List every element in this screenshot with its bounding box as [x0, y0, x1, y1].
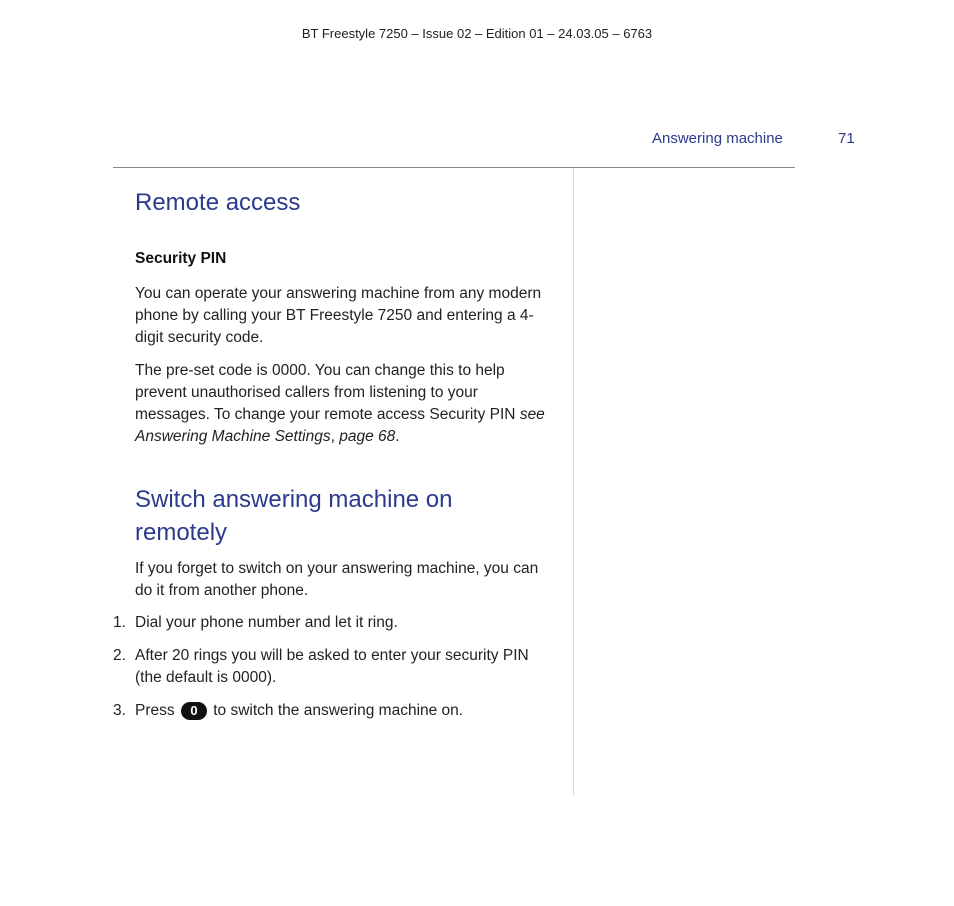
list-number: 1.	[113, 614, 126, 631]
switch-on-text: to switch the answering machine on.	[213, 702, 464, 719]
remote-access-title: Remote access	[135, 189, 301, 216]
security-pin-paragraph-2	[135, 360, 545, 448]
page-reference: page 68	[339, 428, 396, 445]
switch-on-title	[135, 483, 453, 549]
list-number: 2.	[113, 647, 126, 664]
switch-on-intro: If you forget to switch on your answering machine, you can do it from another phone.	[135, 560, 539, 599]
settings-reference: see Answering Machine Settings	[135, 406, 545, 445]
list-number: 3.	[113, 702, 126, 719]
security-pin-heading: Security PIN	[135, 250, 227, 267]
para2-end: .	[395, 428, 400, 445]
list-text: Dial your phone number and let it ring.	[135, 614, 398, 631]
edition-line: BT Freestyle 7250 – Issue 02 – Edition 01 – 24.03.05 – 6763	[301, 26, 653, 41]
list-text	[135, 700, 545, 722]
section-name: Answering machine	[652, 130, 783, 147]
press-text: Press	[135, 702, 175, 719]
switch-on-title-line-1: Switch answering machine on	[135, 486, 453, 513]
para2-separator: ,	[330, 428, 340, 445]
switch-on-title-line-2: remotely	[135, 519, 228, 546]
column-divider	[573, 168, 574, 795]
list-text: After 20 rings you will be asked to enter your security PIN (the default is 0000).	[135, 647, 529, 686]
zero-key-icon: 0	[181, 702, 207, 720]
para2-text: The pre-set code is 0000. You can change this to help prevent unauthorised callers from listening to your messages. To change your remote access Security PIN	[135, 362, 520, 423]
security-pin-paragraph-1: You can operate your answering machine from any modern phone by calling your BT Freestyle 7250 and entering a 4-digit security code.	[135, 285, 542, 346]
header-divider	[113, 167, 795, 168]
page-number: 71	[838, 130, 855, 147]
